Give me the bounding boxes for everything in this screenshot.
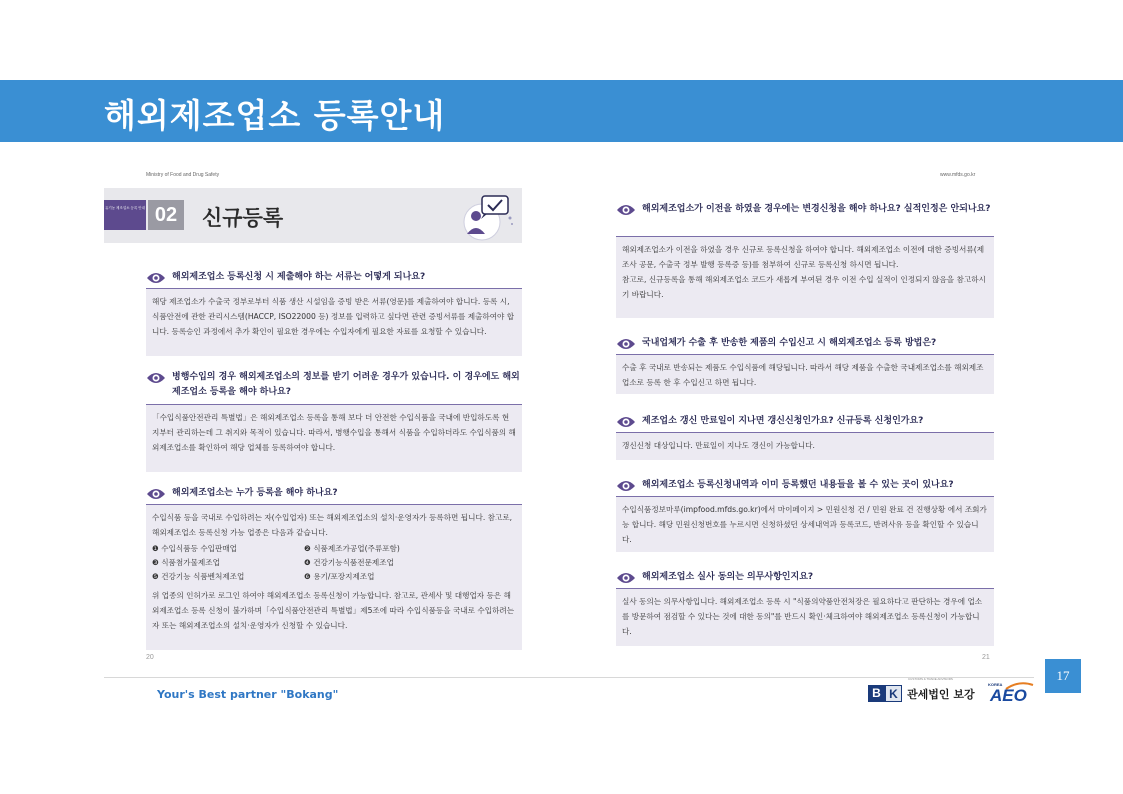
eye-q-icon xyxy=(616,571,636,585)
right-answer-5 xyxy=(616,588,994,646)
list-item: ❸ 식품첨가물제조업 xyxy=(152,558,220,567)
website-header: www.mfds.go.kr xyxy=(940,172,976,178)
eye-q-icon xyxy=(616,337,636,351)
list-item: ❹ 건강기능식품전문제조업 xyxy=(304,558,394,567)
page-number-left: 20 xyxy=(146,654,154,661)
business-type-list xyxy=(152,542,516,584)
aeo-logo xyxy=(988,682,1034,706)
right-answer-3 xyxy=(616,432,994,460)
left-question-1 xyxy=(146,270,522,285)
right-question-3 xyxy=(616,414,994,429)
slide-number: 17 xyxy=(1045,659,1081,693)
eye-q-icon xyxy=(616,203,636,217)
section-number: 02 xyxy=(148,200,184,230)
left-question-3 xyxy=(146,486,522,501)
list-item: ❺ 건강기능 식품벤처제조업 xyxy=(152,572,245,581)
question-text: 제조업소 갱신 만료일이 지나면 갱신신청인가요? 신규등록 신청인가요? xyxy=(642,416,924,426)
bk-logo-icon: B K xyxy=(868,685,902,702)
question-text: 병행수입의 경우 해외제조업소의 정보를 받기 어려운 경우가 있습니다. 이 경우에도 해외제조업소 등록을 해야 하나요? xyxy=(172,372,520,397)
section-title: 신규등록 xyxy=(202,206,284,230)
eye-q-icon xyxy=(146,487,166,501)
eye-q-icon xyxy=(616,479,636,493)
company-logo xyxy=(868,677,975,702)
company-name: 관세법인 보강 xyxy=(907,687,975,701)
answer-text: 해외제조업소가 이전을 하였을 경우 신규로 등록신청을 하여야 합니다. 해외제조업소 이전에 대한 증빙서류(제조사 공문, 수출국 정부 발행 등록증 등)를 첨부하여 신규로 등록신청 하시면 됩니다. xyxy=(622,245,985,269)
eye-q-icon xyxy=(146,371,166,385)
question-text: 해외제조업소 등록신청 시 제출해야 하는 서류는 어떻게 되나요? xyxy=(172,272,426,282)
question-text: 해외제조업소 등록신청내역과 이미 등록했던 내용들을 볼 수 있는 곳이 있나요? xyxy=(642,480,954,490)
eye-q-icon xyxy=(616,415,636,429)
consultation-illustration-icon xyxy=(454,192,518,242)
page-title: 해외제조업소 등록안내 xyxy=(104,96,446,135)
question-text: 해외제조업소는 누가 등록을 해야 하나요? xyxy=(172,488,338,498)
question-text: 국내업체가 수출 후 반송한 제품의 수입신고 시 해외제조업소 등록 방법은? xyxy=(642,338,937,348)
footer-divider xyxy=(104,677,1034,678)
right-question-5 xyxy=(616,570,994,585)
answer-outro: 위 업종의 인허가로 로그인 하여야 해외제조업소 등록신청이 가능합니다. 참고로, 관세사 및 대행업자 등은 해외제조업소 등록 신청이 불가하며「수입식품안전관리 특별법」제5조에 따라 수입식품등을 국내로 수입하려는 자 또는 해외제조업소의 설치·운영자가 신청할 수 있습니다. xyxy=(152,591,515,630)
answer-text: 갱신신청 대상입니다. 만료일이 지나도 갱신이 가능합니다. xyxy=(622,441,815,450)
left-question-2 xyxy=(146,370,522,400)
right-question-4 xyxy=(616,478,994,493)
title-banner xyxy=(0,80,1123,142)
list-item: ❻ 용기/포장지제조업 xyxy=(304,572,375,581)
footer-tagline: Your's Best partner "Bokang" xyxy=(157,688,339,701)
left-answer-3 xyxy=(146,504,522,650)
section-header xyxy=(104,188,522,243)
left-answer-2 xyxy=(146,404,522,472)
brochure-spread xyxy=(104,166,1014,666)
answer-text: 해당 제조업소가 수출국 정부로부터 식품 생산 시설임을 증빙 받은 서류(영문)를 제출하여야 합니다. 등록 시, 식품안전에 관한 관리시스템(HACCP, ISO22000 등) 정보를 입력하고 싶다면 관련 증빙서류를 제출하여야 합니다. 등록승인 과정에서 추가 확인이 필요한 경우에는 수입자에게 필요한 자료를 요청할 수 있습니다. xyxy=(152,297,515,336)
left-answer-1 xyxy=(146,288,522,356)
eye-q-icon xyxy=(146,271,166,285)
company-subtitle: CUSTOMS & TRADE ADVISORS xyxy=(908,677,953,681)
question-text: 해외제조업소 실사 동의는 의무사항인지요? xyxy=(642,572,814,582)
right-question-2 xyxy=(616,336,994,351)
answer-text: 수입식품정보마루(impfood.mfds.go.kr)에서 마이페이지 > 민원신청 건 / 민원 완료 건 진행상황 에서 조회가능 합니다. 해당 민원신청번호를 누르시면 신청하셨던 상세내역과 등록코드, 반려사유 등을 확인할 수 있습니다. xyxy=(622,505,987,544)
list-item: ❷ 식품제조가공업(주류포함) xyxy=(304,544,400,553)
right-answer-4 xyxy=(616,496,994,552)
aeo-text: AEO xyxy=(990,686,1027,705)
page-number-right: 21 xyxy=(982,654,990,661)
answer-text: 수출 후 국내로 반송되는 제품도 수입식품에 해당됩니다. 따라서 해당 제품을 수출한 국내제조업소를 해외제조업소로 등록 한 후 수입신고 하면 됩니다. xyxy=(622,363,984,387)
answer-note: 참고로, 신규등록을 통해 해외제조업소 코드가 새롭게 부여된 경우 이전 수입 실적이 인정되지 않음을 참고하시기 바랍니다. xyxy=(622,275,986,299)
aeo-korea-label: KOREA xyxy=(988,682,1003,687)
answer-intro: 수입식품 등을 국내로 수입하려는 자(수입업자) 또는 해외제조업소의 설치·운영자가 등록하면 됩니다. 참고로, 해외제조업소 등록신청 가능 업종은 다음과 같습니다. xyxy=(152,513,513,537)
answer-text: 「수입식품안전관리 특별법」은 해외제조업소 등록을 통해 보다 더 안전한 수입식품을 국내에 반입하도록 현지부터 관리하는데 그 취지와 목적이 있습니다. 따라서, 병행수입을 통해서 식품을 수입하더라도 수입식품의 해외제조업소를 확인하여 해당 업체를 등록하여야 합니다. xyxy=(152,413,516,452)
section-tag: 유기농 제조업소 등록 안내 xyxy=(104,200,146,230)
right-question-1 xyxy=(616,202,994,217)
answer-text: 실사 동의는 의무사항입니다. 해외제조업소 등록 시 "식품의약품안전처장은 필요하다고 판단하는 경우에 업소를 방문하여 점검할 수 있다는 것에 대한 동의"를 반드시 확인·체크하여야 해외제조업소 등록신청이 가능합니다. xyxy=(622,597,983,636)
right-answer-2 xyxy=(616,354,994,394)
list-item: ❶ 수입식품등 수입판매업 xyxy=(152,544,237,553)
ministry-header: Ministry of Food and Drug Safety xyxy=(146,172,220,178)
question-text: 해외제조업소가 이전을 하였을 경우에는 변경신청을 해야 하나요? 실적인정은 안되나요? xyxy=(642,204,991,214)
right-answer-1 xyxy=(616,236,994,318)
